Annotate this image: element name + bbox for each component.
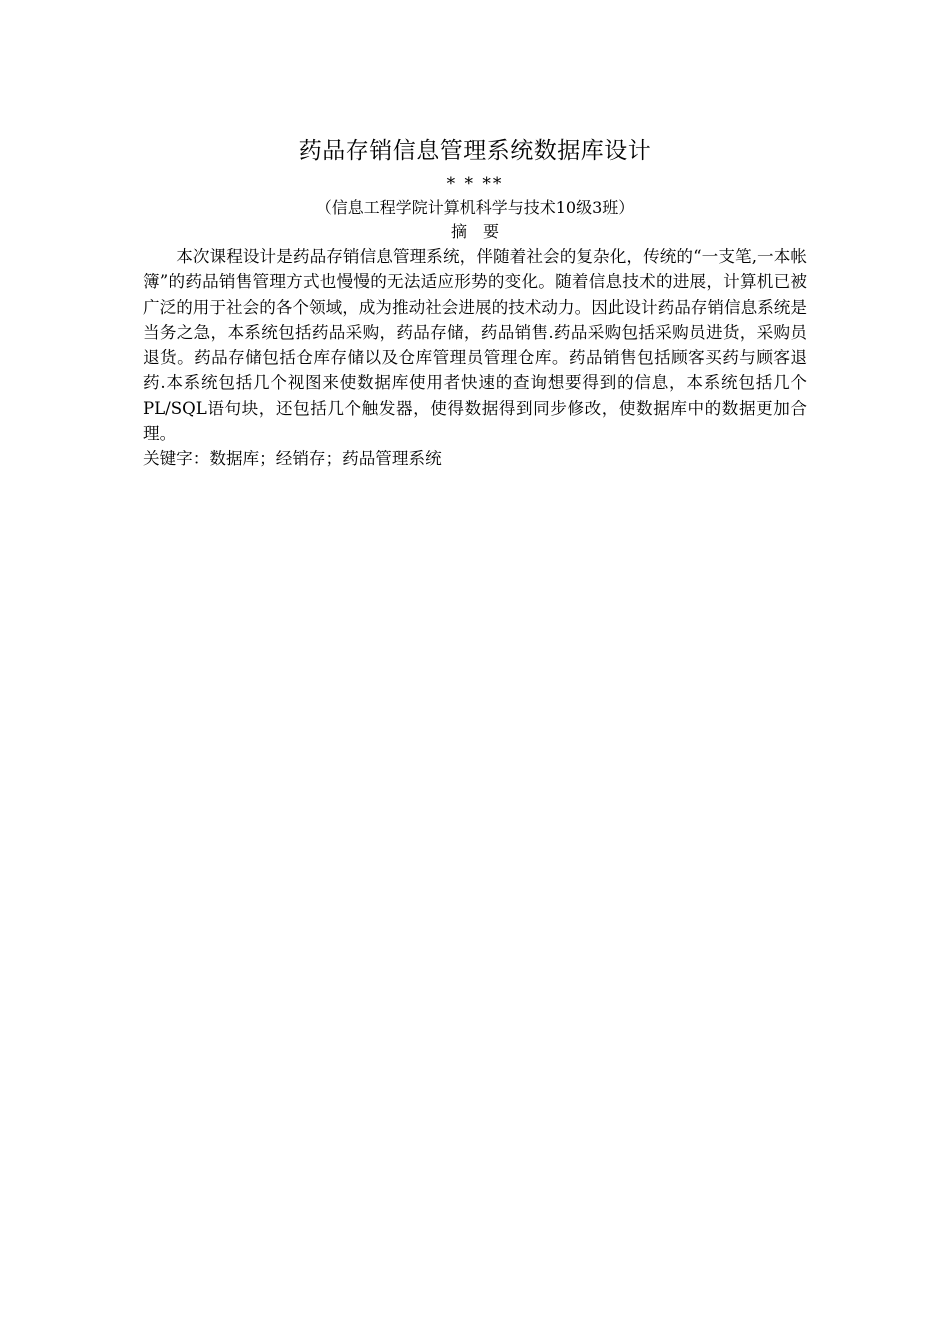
keywords-line: 关键字：数据库；经销存；药品管理系统 — [143, 449, 442, 469]
affiliation-line: （信息工程学院计算机科学与技术10级3班） — [315, 198, 635, 217]
page-title: 药品存销信息管理系统数据库设计 — [298, 138, 652, 164]
abstract-heading: 摘要 — [450, 222, 515, 241]
author-line: * * ** — [446, 174, 504, 194]
document-content — [143, 132, 807, 472]
abstract-paragraph: 本次课程设计是药品存销信息管理系统，伴随着社会的复杂化，传统的“一支笔,一本帐簿”的药品销售管理方式也慢慢的无法适应形势的变化。随着信息技术的进展，计算机已被广泛的用于社会的各个领域，成为推动社会进展的技术动力。因此设计药品存销信息系统是当务之急，本系统包括药品采购，药品存储，药品销售.药品采购包括采购员进货，采购员退货。药品存储包括仓库存储以及仓库管理员管理仓库。药品销售包括顾客买药与顾客退药.本系统包括几个视图来使数据库使用者快速的查询想要得到的信息，本系统包括几个PL/SQL语句块，还包括几个触发器，使得数据得到同步修改，使数据库中的数据更加合理。 — [143, 247, 807, 444]
